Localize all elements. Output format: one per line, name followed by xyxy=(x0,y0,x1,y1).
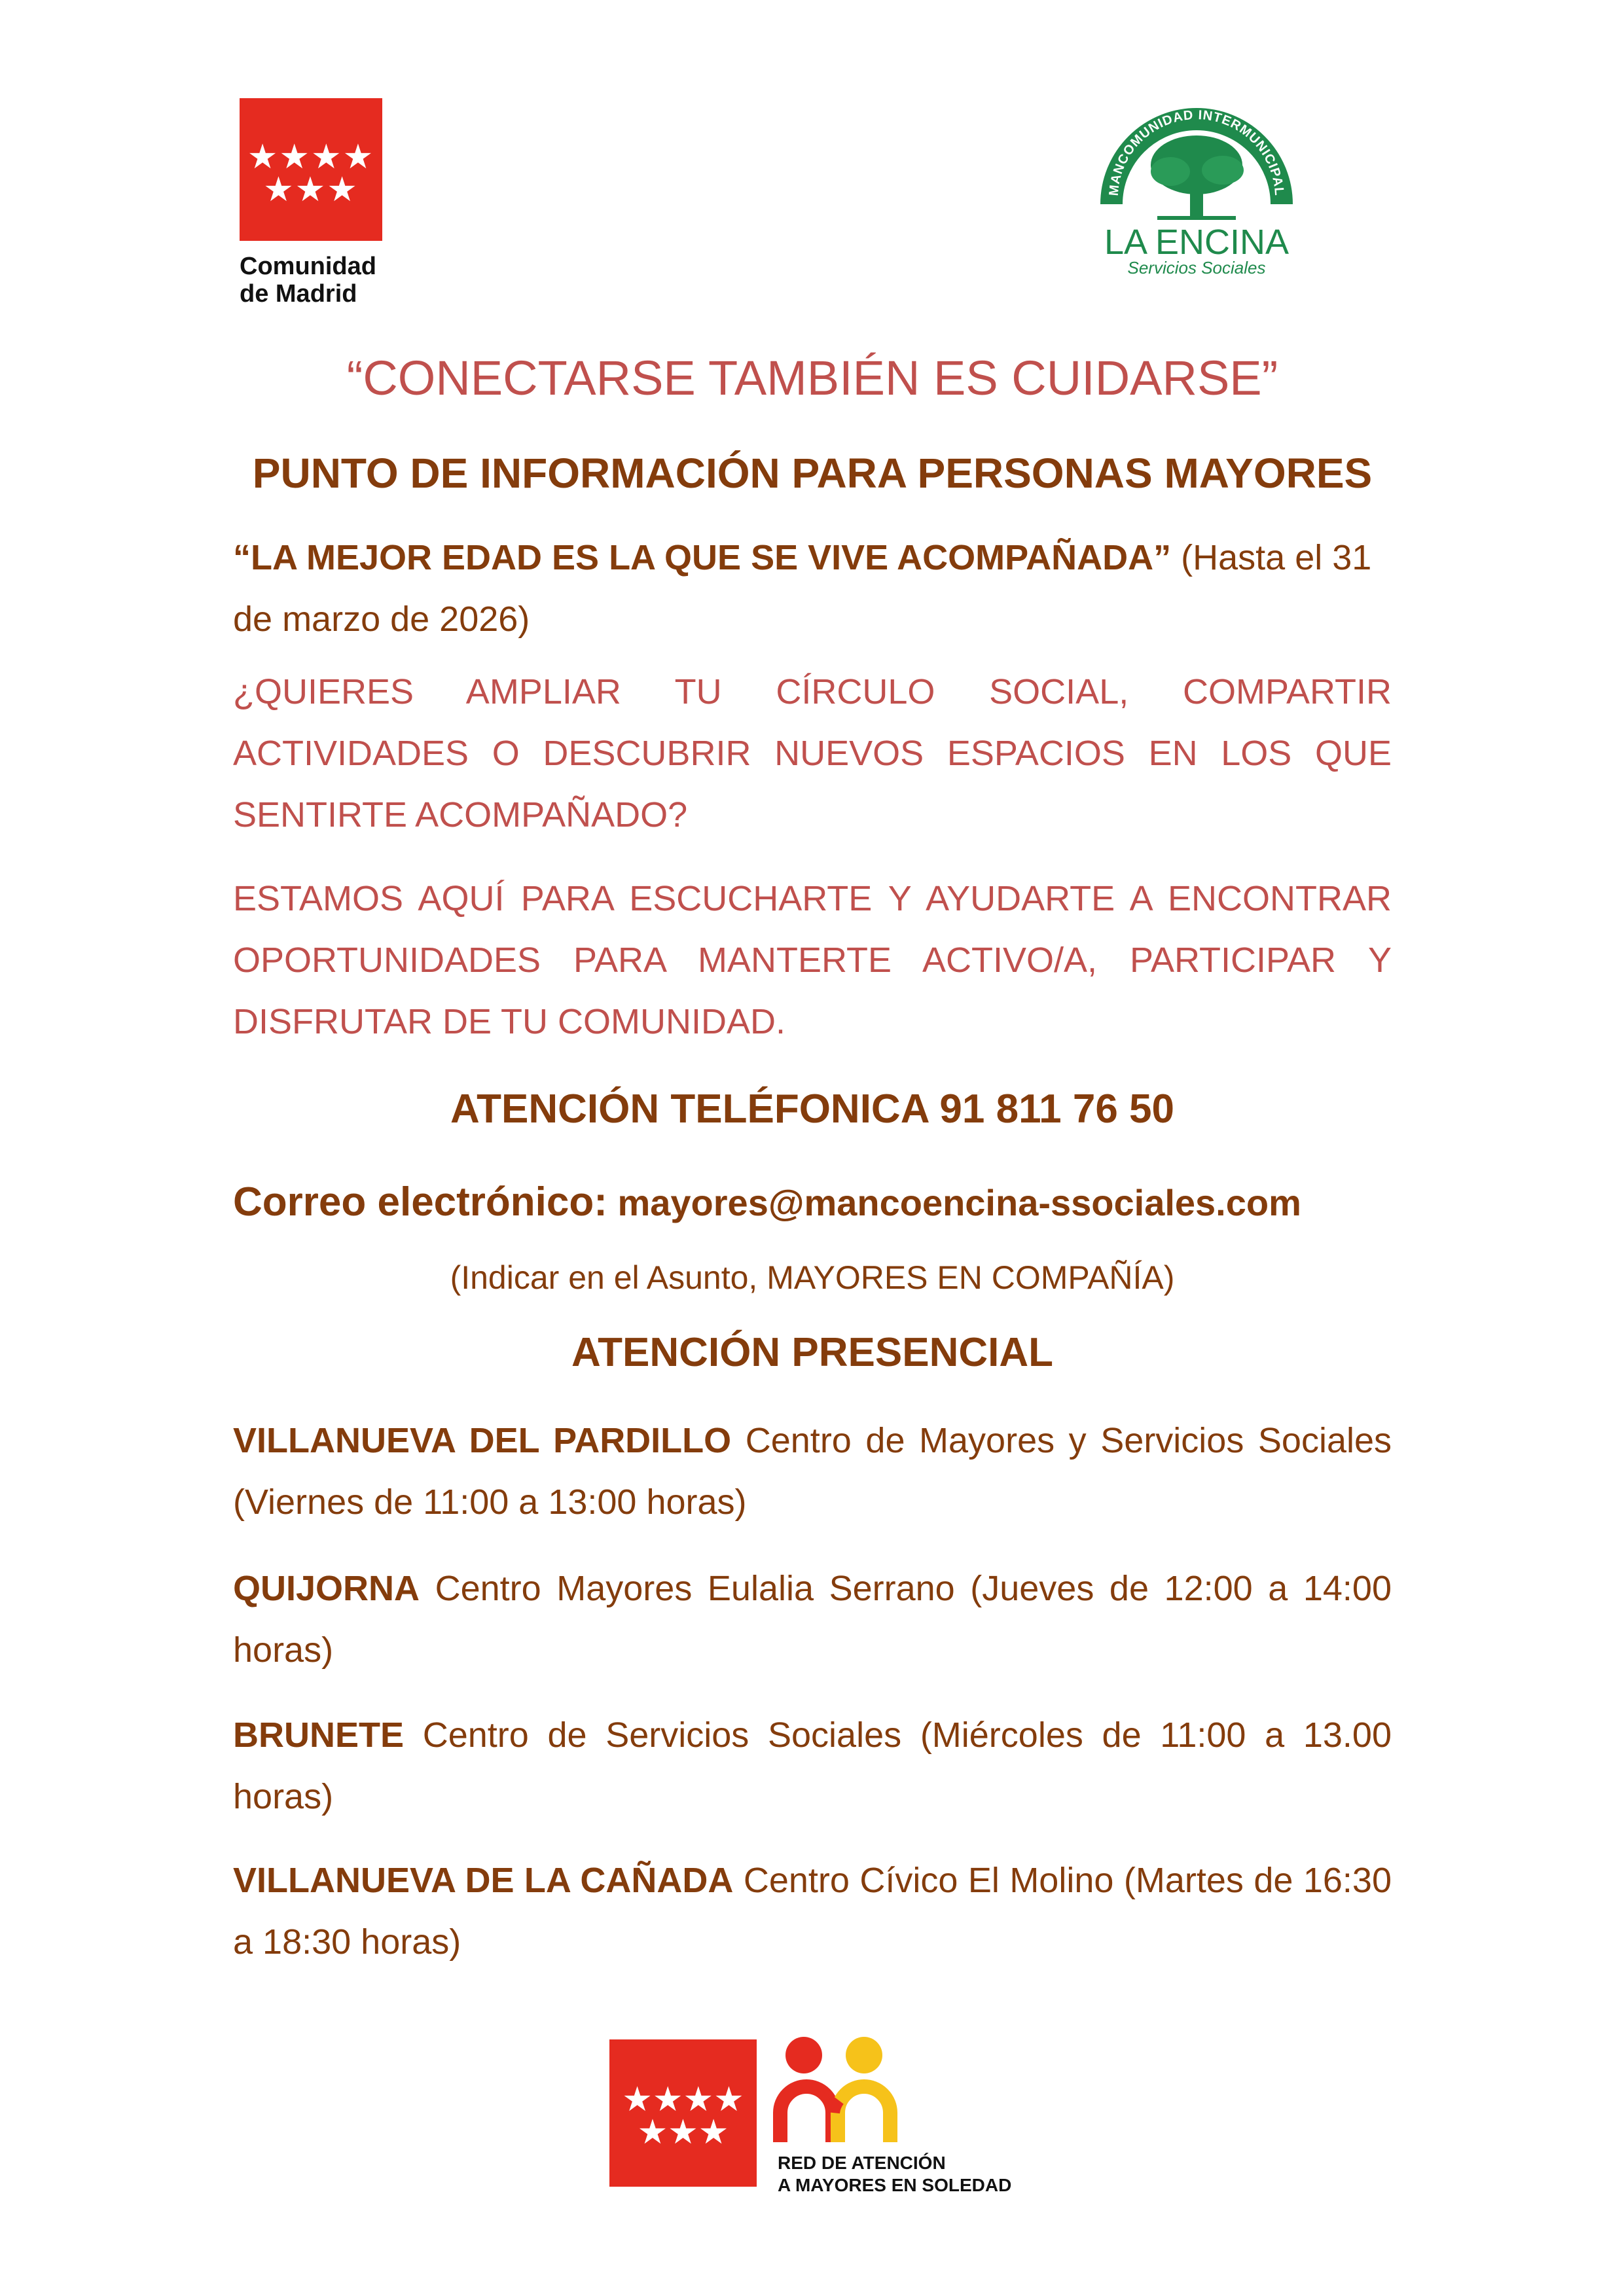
location-detail: Centro de Mayores y Servicios Sociales (Viernes de 11:00 a 13:00 horas) xyxy=(233,1421,1392,1522)
page-title: “CONECTARSE TAMBIÉN ES CUIDARSE” xyxy=(346,351,1278,405)
program-period: (Hasta el 31 de marzo de 2026) xyxy=(233,538,1372,639)
encina-name: LA ENCINA xyxy=(1104,223,1290,262)
location-item xyxy=(233,1704,1392,1827)
location-detail: Centro Mayores Eulalia Serrano (Jueves de 12:00 a 14:00 horas) xyxy=(233,1569,1392,1670)
phone-line: ATENCIÓN TELÉFONICA 91 811 76 50 xyxy=(450,1086,1174,1132)
madrid-flag-icon xyxy=(240,98,382,241)
location-item xyxy=(233,1850,1392,1973)
stars-row-top: ★★★★ xyxy=(247,138,375,176)
program-paragraph xyxy=(233,527,1392,650)
location-detail: Centro Cívico El Molino (Martes de 16:30 a 18:30 horas) xyxy=(233,1861,1392,1962)
stars-row-bottom: ★★★ xyxy=(637,2113,729,2151)
red-atencion-logo xyxy=(772,2034,1034,2195)
location-town: VILLANUEVA DE LA CAÑADA xyxy=(233,1861,734,1900)
location-detail: Centro de Servicios Sociales (Miércoles de 11:00 a 13.00 horas) xyxy=(233,1715,1392,1816)
comunidad-caption-line1: Comunidad xyxy=(240,253,376,280)
page-subtitle: PUNTO DE INFORMACIÓN PARA PERSONAS MAYORES xyxy=(252,450,1373,497)
comunidad-caption xyxy=(240,253,384,308)
la-encina-logo xyxy=(1092,99,1301,283)
email-address[interactable]: mayores@mancoencina-ssociales.com xyxy=(607,1182,1301,1223)
program-name: “LA MEJOR EDAD ES LA QUE SE VIVE ACOMPAÑADA” xyxy=(233,538,1172,577)
question-paragraph: ¿QUIERES AMPLIAR TU CÍRCULO SOCIAL, COMPARTIR ACTIVIDADES O DESCUBRIR NUEVOS ESPACIOS EN LOS QUE SENTIRTE ACOMPAÑADO? xyxy=(233,672,1392,834)
comunidad-caption-line2: de Madrid xyxy=(240,280,357,308)
bottom-madrid-flag-icon xyxy=(609,2039,757,2187)
email-label: Correo electrónico: xyxy=(233,1179,607,1225)
stars-row-top: ★★★★ xyxy=(622,2081,744,2119)
people-icon xyxy=(772,2034,903,2145)
email-note: (Indicar en el Asunto, MAYORES EN COMPAÑÍA) xyxy=(450,1259,1175,1296)
comunidad-madrid-logo xyxy=(240,98,384,308)
email-line xyxy=(233,1173,1392,1242)
statement-paragraph: ESTAMOS AQUÍ PARA ESCUCHARTE Y AYUDARTE A ENCONTRAR OPORTUNIDADES PARA MANTERTE ACTIVO/A, PARTICIPAR Y DISFRUTAR DE TU COMUNIDAD. xyxy=(233,879,1392,1041)
location-town: QUIJORNA xyxy=(233,1569,420,1608)
location-item xyxy=(233,1558,1392,1681)
red-atencion-line2: A MAYORES EN SOLEDAD xyxy=(778,2175,1012,2195)
location-item xyxy=(233,1410,1392,1533)
presencial-heading: ATENCIÓN PRESENCIAL xyxy=(571,1330,1053,1375)
red-atencion-line1: RED DE ATENCIÓN xyxy=(778,2153,946,2173)
encina-sub: Servicios Sociales xyxy=(1127,258,1266,278)
encina-ring-text: MANCOMUNIDAD INTERMUNICIPAL xyxy=(1106,107,1287,197)
red-atencion-text xyxy=(778,2152,1011,2197)
encina-emblem-icon xyxy=(1092,99,1301,283)
stars-row-bottom: ★★★ xyxy=(263,171,359,209)
location-town: BRUNETE xyxy=(233,1715,405,1755)
location-town: VILLANUEVA DEL PARDILLO xyxy=(233,1421,732,1460)
